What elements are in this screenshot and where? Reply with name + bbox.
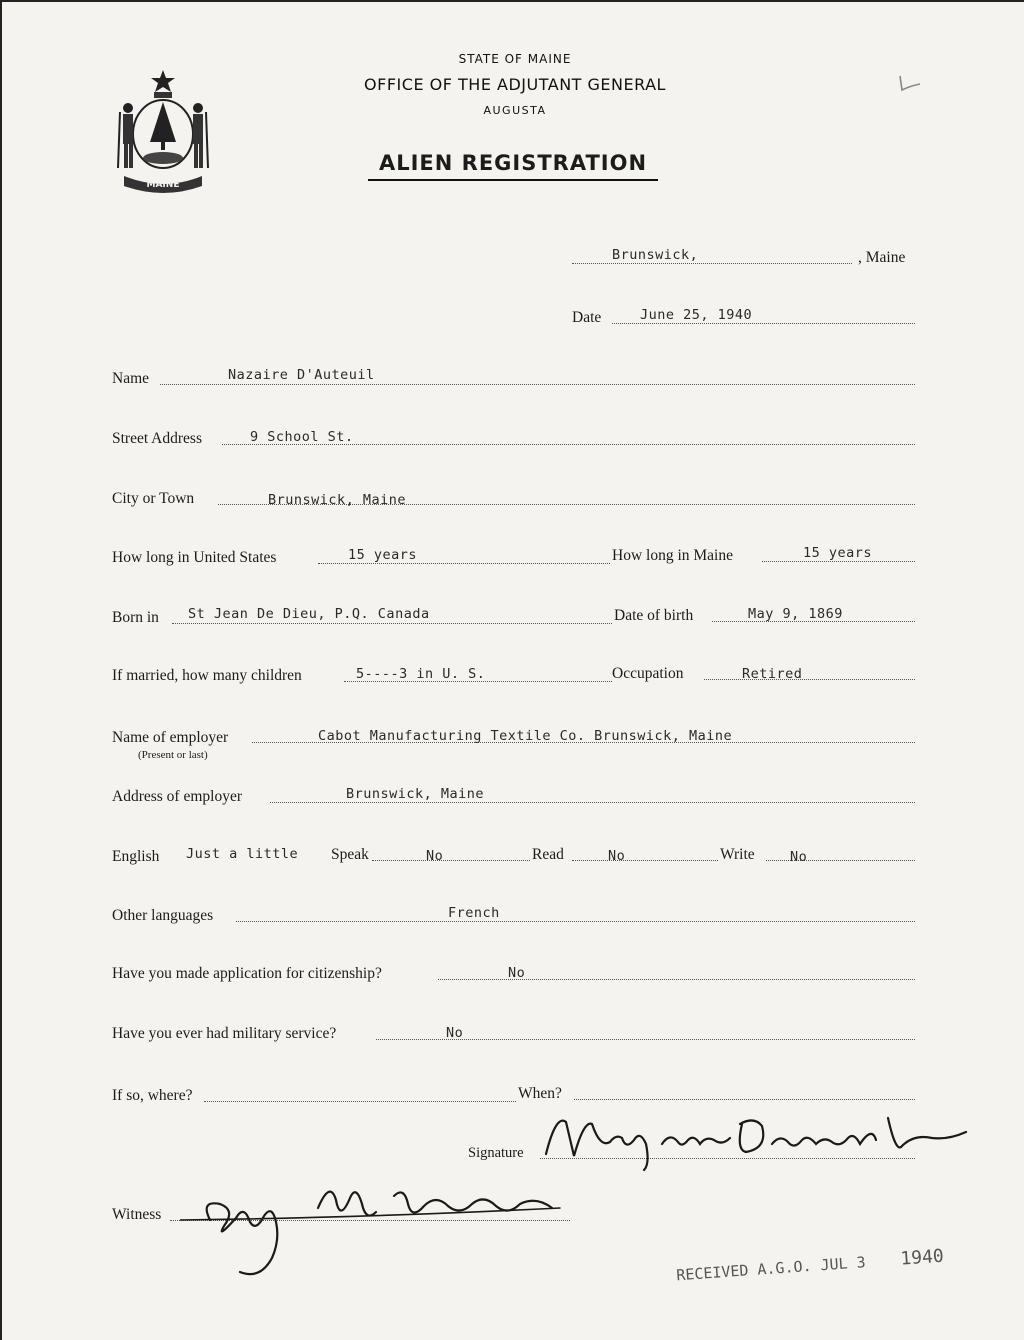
read-label: Read bbox=[532, 846, 564, 863]
write-value: No bbox=[790, 849, 808, 865]
maine-years-label: How long in Maine bbox=[612, 547, 733, 564]
english-value: Just a little bbox=[186, 846, 299, 862]
us-years-label: How long in United States bbox=[112, 549, 277, 566]
other-languages-line bbox=[236, 921, 915, 922]
where-line bbox=[204, 1101, 516, 1102]
employer-value: Cabot Manufacturing Textile Co. Brunswick, Maine bbox=[318, 728, 733, 744]
speak-value: No bbox=[426, 848, 444, 864]
where-label: If so, where? bbox=[112, 1087, 193, 1104]
place-line bbox=[572, 263, 852, 264]
maine-years-value: 15 years bbox=[803, 545, 873, 561]
us-years-value: 15 years bbox=[348, 547, 418, 563]
witness-label: Witness bbox=[112, 1206, 162, 1223]
occupation-label: Occupation bbox=[612, 665, 684, 682]
header-office: OFFICE OF THE ADJUTANT GENERAL bbox=[364, 75, 666, 94]
us-years-line bbox=[318, 563, 610, 564]
read-line bbox=[572, 860, 718, 861]
military-label: Have you ever had military service? bbox=[112, 1025, 337, 1042]
born-label: Born in bbox=[112, 609, 159, 626]
citizenship-label: Have you made application for citizenship? bbox=[112, 965, 382, 982]
read-value: No bbox=[608, 848, 626, 864]
employer-label: Name of employer bbox=[112, 729, 229, 746]
dob-label: Date of birth bbox=[614, 607, 694, 624]
pencil-mark bbox=[896, 72, 926, 96]
speak-line bbox=[372, 860, 530, 861]
city-label: City or Town bbox=[112, 490, 195, 507]
children-value: 5----3 in U. S. bbox=[356, 666, 486, 682]
employer-address-label: Address of employer bbox=[112, 788, 242, 805]
write-line bbox=[766, 860, 915, 861]
military-value: No bbox=[446, 1025, 464, 1041]
occupation-value: Retired bbox=[742, 666, 803, 682]
header-state: STATE OF MAINE bbox=[458, 52, 572, 66]
date-line bbox=[612, 323, 915, 324]
place-value: Brunswick, bbox=[612, 247, 699, 263]
employer-address-line bbox=[270, 802, 915, 803]
date-label: Date bbox=[572, 309, 602, 326]
date-value: June 25, 1940 bbox=[640, 307, 753, 323]
maine-state-seal bbox=[110, 68, 216, 194]
street-label: Street Address bbox=[112, 430, 202, 447]
street-value: 9 School St. bbox=[250, 429, 354, 445]
citizenship-value: No bbox=[508, 965, 526, 981]
speak-label: Speak bbox=[331, 846, 369, 863]
employer-address-value: Brunswick, Maine bbox=[346, 786, 485, 802]
received-stamp-text: RECEIVED A.G.O. JUL 3 bbox=[675, 1253, 867, 1285]
dob-value: May 9, 1869 bbox=[748, 606, 843, 622]
write-label: Write bbox=[720, 846, 755, 863]
when-line bbox=[574, 1099, 915, 1100]
maine-years-line bbox=[762, 561, 915, 562]
svg-text:MAINE: MAINE bbox=[146, 180, 180, 190]
english-label: English bbox=[112, 848, 160, 865]
other-languages-label: Other languages bbox=[112, 907, 214, 924]
name-value: Nazaire D'Auteuil bbox=[228, 367, 375, 383]
witness-signature bbox=[180, 1160, 580, 1290]
employer-sublabel: (Present or last) bbox=[138, 749, 208, 761]
occupation-line bbox=[704, 679, 915, 680]
form-title: ALIEN REGISTRATION bbox=[368, 151, 658, 181]
place-suffix: , Maine bbox=[858, 249, 906, 266]
city-value: Brunswick, Maine bbox=[268, 492, 407, 508]
other-languages-value: French bbox=[448, 905, 500, 921]
header-city: AUGUSTA bbox=[483, 104, 547, 117]
received-stamp-year: 1940 bbox=[899, 1245, 945, 1270]
applicant-signature bbox=[536, 1104, 976, 1174]
born-value: St Jean De Dieu, P.Q. Canada bbox=[188, 606, 430, 622]
signature-label: Signature bbox=[468, 1145, 524, 1161]
name-line bbox=[160, 384, 915, 385]
born-line bbox=[172, 623, 612, 624]
when-label: When? bbox=[518, 1085, 562, 1102]
children-label: If married, how many children bbox=[112, 667, 302, 684]
name-label: Name bbox=[112, 370, 150, 387]
